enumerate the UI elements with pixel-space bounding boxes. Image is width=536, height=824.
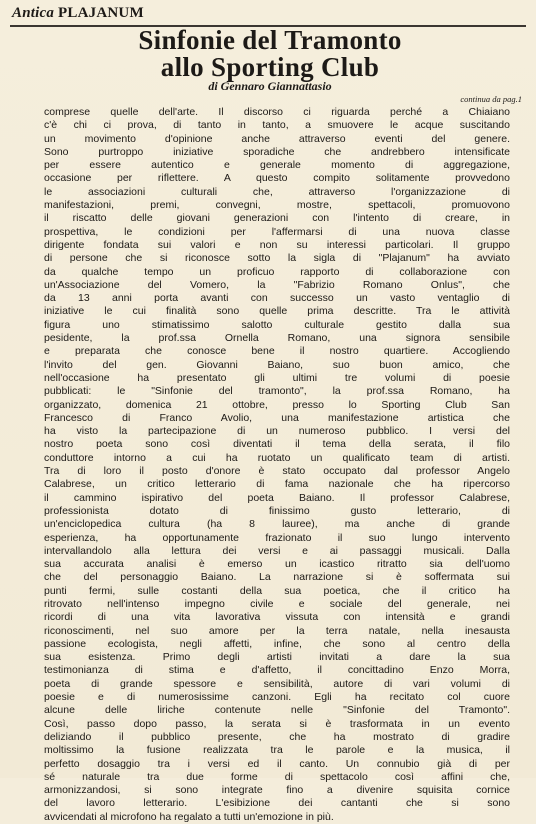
body-line: che del personaggio Baiano. La narrazione si è soffermata sui — [44, 571, 510, 584]
body-line: alcune delle liriche contenute nelle "Sinfonie del Tramonto". — [44, 704, 510, 717]
body-line: c'è chi ci prova, di tanto in tanto, a smuovere le acque suscitando — [44, 119, 510, 132]
body-line: Sono purtroppo iniziative sporadiche che andrebbero intensificate — [44, 145, 510, 158]
body-line: per essere autentico e generale momento di aggregazione, — [44, 159, 510, 172]
body-line: esperienza, ha opportunamente frazionato il suo lungo intervento — [44, 531, 510, 544]
body-line: intervallandolo alla lettura dei versi e ai passaggi musicali. Dalla — [44, 544, 510, 557]
body-line: figura uno stimatissimo salotto culturale gestito dalla sua — [44, 318, 510, 331]
body-line: il riscatto delle giovani generazioni con l'intento di creare, in — [44, 212, 510, 225]
body-line: da 13 anni porta avanti con successo un vasto ventaglio di — [44, 292, 510, 305]
body-line: Calabrese, un critico letterario di fama nazionale che ha ripercorso — [44, 478, 510, 491]
body-line: perfetto dosaggio tra i versi ed il canto. Un connubio già di per — [44, 757, 510, 770]
body-line: l'invito del gen. Giovanni Baiano, suo buon amico, che — [44, 358, 510, 371]
body-line: comprese quelle dell'arte. Il discorso ci riguarda perché a Chiaiano — [44, 106, 510, 118]
body-line: manifestazioni, premi, convegni, mostre, spettacoli, promuovono — [44, 199, 510, 212]
continued-note: continua da pag.1 — [460, 94, 522, 104]
title-line-1: Sinfonie del Tramonto — [138, 25, 402, 55]
body-line: avvicendati al microfono ha regalato a tutti un'emozione in più. — [44, 810, 334, 823]
body-line: le associazioni culturali che, attraverso l'organizzazione di — [44, 185, 510, 198]
body-line: riconoscimenti, nel suo amore per la terra natale, nella inesausta — [44, 624, 510, 637]
body-line: un'Associazione del Vomero, la "Fabrizio Romano Onlus", che — [44, 278, 510, 291]
body-line: Francesco di Franco Avolio, una manifestazione artistica che — [44, 411, 510, 424]
body-line: un'enciclopedica cultura (ha 8 lauree), ma anche di grande — [44, 518, 510, 531]
body-line: sua esistenza. Primo degli artisti invitati a dare la sua — [44, 651, 510, 664]
body-line: moltissimo la fusione realizzata tra le parole e la musica, il — [44, 744, 510, 757]
body-line: poeta di grande spessore e sensibilità, autore di vari volumi di — [44, 677, 510, 690]
body-line: armonizzandosi, si sono integrate fino a divenire squisita cornice — [44, 784, 510, 797]
body-line: nostro poeta sono così diventati il tema della serata, il filo — [44, 438, 510, 451]
body-line: professionista dotato di finissimo gusto letterario, di — [44, 504, 510, 517]
body-line: passione ecologista, negli affetti, infine, che sono al centro della — [44, 637, 510, 650]
title-line-2: allo Sporting Club — [160, 52, 380, 82]
body-line: conduttore intorno a cui ha ruotato un qualificato team di artisti. — [44, 451, 510, 464]
body-line: nell'occasione ha presentato gli ultimi tre volumi di poesie — [44, 371, 510, 384]
body-line: il cammino ispirativo del poeta Baiano. Il professor Calabrese, — [44, 491, 510, 504]
body-line: organizzato, domenica 21 ottobre, presso lo Sporting Club San — [44, 398, 510, 411]
body-line: poesie e di numerosissime canzoni. Egli ha recitato col cuore — [44, 691, 510, 704]
body-line: iniziative le cui finalità sono quelle prima descritte. Tra le attività — [44, 305, 510, 318]
body-line: occasione per riflettere. A questo compito solitamente provvedono — [44, 172, 510, 185]
body-line: ritrovato nell'intenso impegno civile e sociale del generale, nei — [44, 597, 510, 610]
article-body — [44, 106, 510, 823]
body-line: da qualche tempo un proficuo rapporto di collaborazione con — [44, 265, 510, 278]
body-line: sua accurata analisi è emerso un icastico ritratto sia dell'uomo — [44, 558, 510, 571]
body-line: pubblicati: le "Sinfonie del tramonto", la prof.ssa Romano, ha — [44, 385, 510, 398]
section-label — [12, 5, 144, 22]
body-line: un movimento d'opinione anche attraverso eventi del genere. — [44, 132, 510, 145]
body-line: dirigente fondata sui valori e non su interessi particolari. Il gruppo — [44, 238, 510, 251]
body-line: pesidente, la prof.ssa Ornella Romano, una signora sensibile — [44, 332, 510, 345]
body-line: prospettiva, le condizioni per l'affermarsi di una nuova classe — [44, 225, 510, 238]
body-line: sé naturale tra due forme di spettacolo così affini che, — [44, 770, 510, 783]
article-byline: di Gennaro Giannattasio — [208, 79, 332, 93]
section-name: PLAJANUM — [58, 5, 144, 21]
body-line: Così, passo dopo passo, la serata si è trasformata in un evento — [44, 717, 510, 730]
body-line: di persone che si riconosce sotto la sigla di "Plajanum" ha avviato — [44, 252, 510, 265]
body-line: Tra di loro il posto d'onore è stato occupato dal professor Angelo — [44, 465, 510, 478]
section-header — [10, 5, 526, 27]
article-title — [60, 27, 480, 81]
body-line: e preparata che conosce bene il nostro quartiere. Accogliendo — [44, 345, 510, 358]
body-line: punti fermi, sulle costanti della sua poetica, che il critico ha — [44, 584, 510, 597]
body-line: ha visto la partecipazione di un numeroso pubblico. I versi del — [44, 425, 510, 438]
body-line: ricordi di una vita lavorativa vissuta con intensità e grandi — [44, 611, 510, 624]
body-line: testimonianza di stima e d'affetto, il concittadino Enzo Morra, — [44, 664, 510, 677]
section-prefix: Antica — [12, 5, 55, 21]
body-line: del lavoro letterario. L'esibizione dei cantanti che si sono — [44, 797, 510, 810]
body-line: deliziando il pubblico presente, che ha mostrato di gradire — [44, 730, 510, 743]
